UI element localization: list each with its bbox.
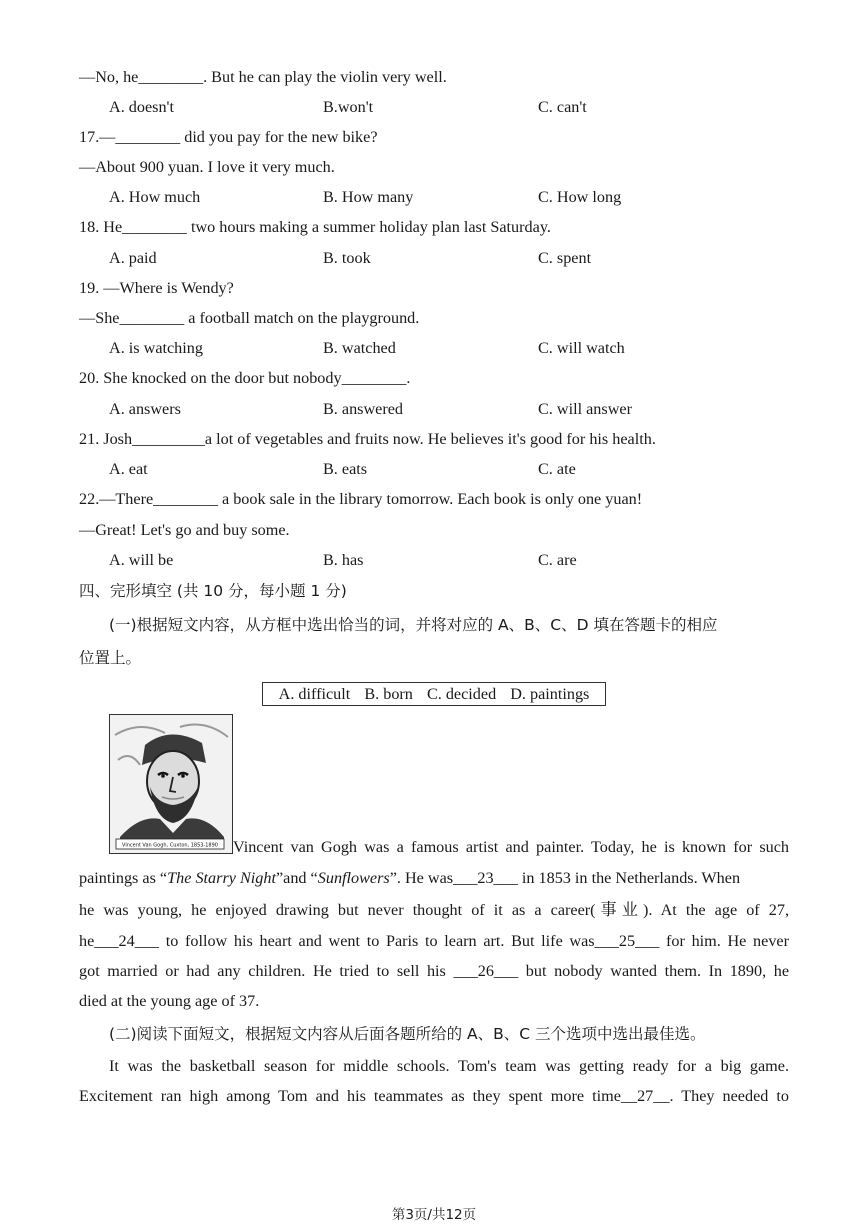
q22-question: 22.—There________ a book sale in the library tomorrow. Each book is only one yuan! xyxy=(79,490,643,508)
q18-line: 18. He________ two hours making a summer holiday plan last Saturday. xyxy=(79,218,551,236)
q22-option-c: C. are xyxy=(538,551,577,569)
q19-response: —She________ a football match on the playground. xyxy=(79,309,420,327)
q19-option-b: B. watched xyxy=(323,339,396,357)
word-option-d: D. paintings xyxy=(510,685,590,703)
q19-option-a: A. is watching xyxy=(109,339,203,357)
q17-option-b: B. How many xyxy=(323,188,414,206)
passage1-line2-part2: ”and “ xyxy=(275,869,318,887)
q16-option-c: C. can't xyxy=(538,98,587,116)
word-option-c: C. decided xyxy=(426,685,497,703)
passage1-line6: died at the young age of 37. xyxy=(79,992,260,1010)
painting-title-starry-night: The Starry Night xyxy=(167,869,276,887)
q21-option-c: C. ate xyxy=(538,460,576,478)
q16-line: —No, he________. But he can play the violin very well. xyxy=(79,68,447,86)
passage1-line1: Vincent van Gogh was a famous artist and painter. Today, he is known for such xyxy=(233,838,789,856)
q21-line: 21. Josh_________a lot of vegetables and fruits now. He believes it's good for his health. xyxy=(79,430,656,448)
q20-option-b: B. answered xyxy=(323,400,404,418)
q22-option-b: B. has xyxy=(323,551,364,569)
q17-question: 17.—________ did you pay for the new bike? xyxy=(79,128,378,146)
passage1-line3: he was young, he enjoyed drawing but never thought of it as a career(事业). At the age of 27, xyxy=(79,901,789,919)
q22-option-a: A. will be xyxy=(109,551,174,569)
passage1-line2-part1: paintings as “ xyxy=(79,869,168,887)
passage1-line4: he___24___ to follow his heart and went to Paris to learn art. But life was___25___ for him. He never xyxy=(79,932,789,950)
passage1-line2-part3: ”. He was___23___ in 1853 in the Netherlands. When xyxy=(389,869,741,887)
q16-option-b: B.won't xyxy=(323,98,374,116)
q21-option-b: B. eats xyxy=(323,460,368,478)
q19-question: 19. —Where is Wendy? xyxy=(79,279,234,297)
word-box xyxy=(262,682,606,706)
q20-option-a: A. answers xyxy=(109,400,181,418)
q16-option-a: A. doesn't xyxy=(109,98,174,116)
q18-option-a: A. paid xyxy=(109,249,157,267)
passage1-line2 xyxy=(79,868,789,888)
part1-instruction-line1: (一)根据短文内容，从方框中选出恰当的词，并将对应的 A、B、C、D 填在答题卡的相应 xyxy=(109,616,718,634)
section-heading: 四、完形填空 (共 10 分，每小题 1 分) xyxy=(79,582,347,600)
part2-instruction: (二)阅读下面短文，根据短文内容从后面各题所给的 A、B、C 三个选项中选出最佳选。 xyxy=(109,1025,706,1043)
q19-option-c: C. will watch xyxy=(538,339,625,357)
passage1-line5: got married or had any children. He tried to sell his ___26___ but nobody wanted them. In 1890, he xyxy=(79,962,789,980)
q17-option-c: C. How long xyxy=(538,188,622,206)
passage2-line1: It was the basketball season for middle schools. Tom's team was getting ready for a big game. xyxy=(109,1057,789,1075)
q17-response: —About 900 yuan. I love it very much. xyxy=(79,158,335,176)
word-option-b: B. born xyxy=(364,685,413,703)
q22-response: —Great! Let's go and buy some. xyxy=(79,521,290,539)
passage2-line2: Excitement ran high among Tom and his teammates as they spent more time__27__. They needed to xyxy=(79,1087,789,1105)
q20-option-c: C. will answer xyxy=(538,400,632,418)
painting-title-sunflowers: Sunflowers xyxy=(317,869,390,887)
page-footer: 第3页/共12页 xyxy=(391,1207,477,1223)
word-option-a: A. difficult xyxy=(278,685,351,703)
portrait-caption: Vincent Van Gogh, Cuxton, 1853-1890 xyxy=(122,842,218,849)
part1-instruction-line2: 位置上。 xyxy=(79,649,142,667)
portrait-illustration xyxy=(110,715,232,853)
q17-option-a: A. How much xyxy=(109,188,201,206)
q20-line: 20. She knocked on the door but nobody________. xyxy=(79,369,411,387)
q18-option-b: B. took xyxy=(323,249,371,267)
q18-option-c: C. spent xyxy=(538,249,592,267)
q21-option-a: A. eat xyxy=(109,460,148,478)
van-gogh-portrait xyxy=(109,714,233,854)
